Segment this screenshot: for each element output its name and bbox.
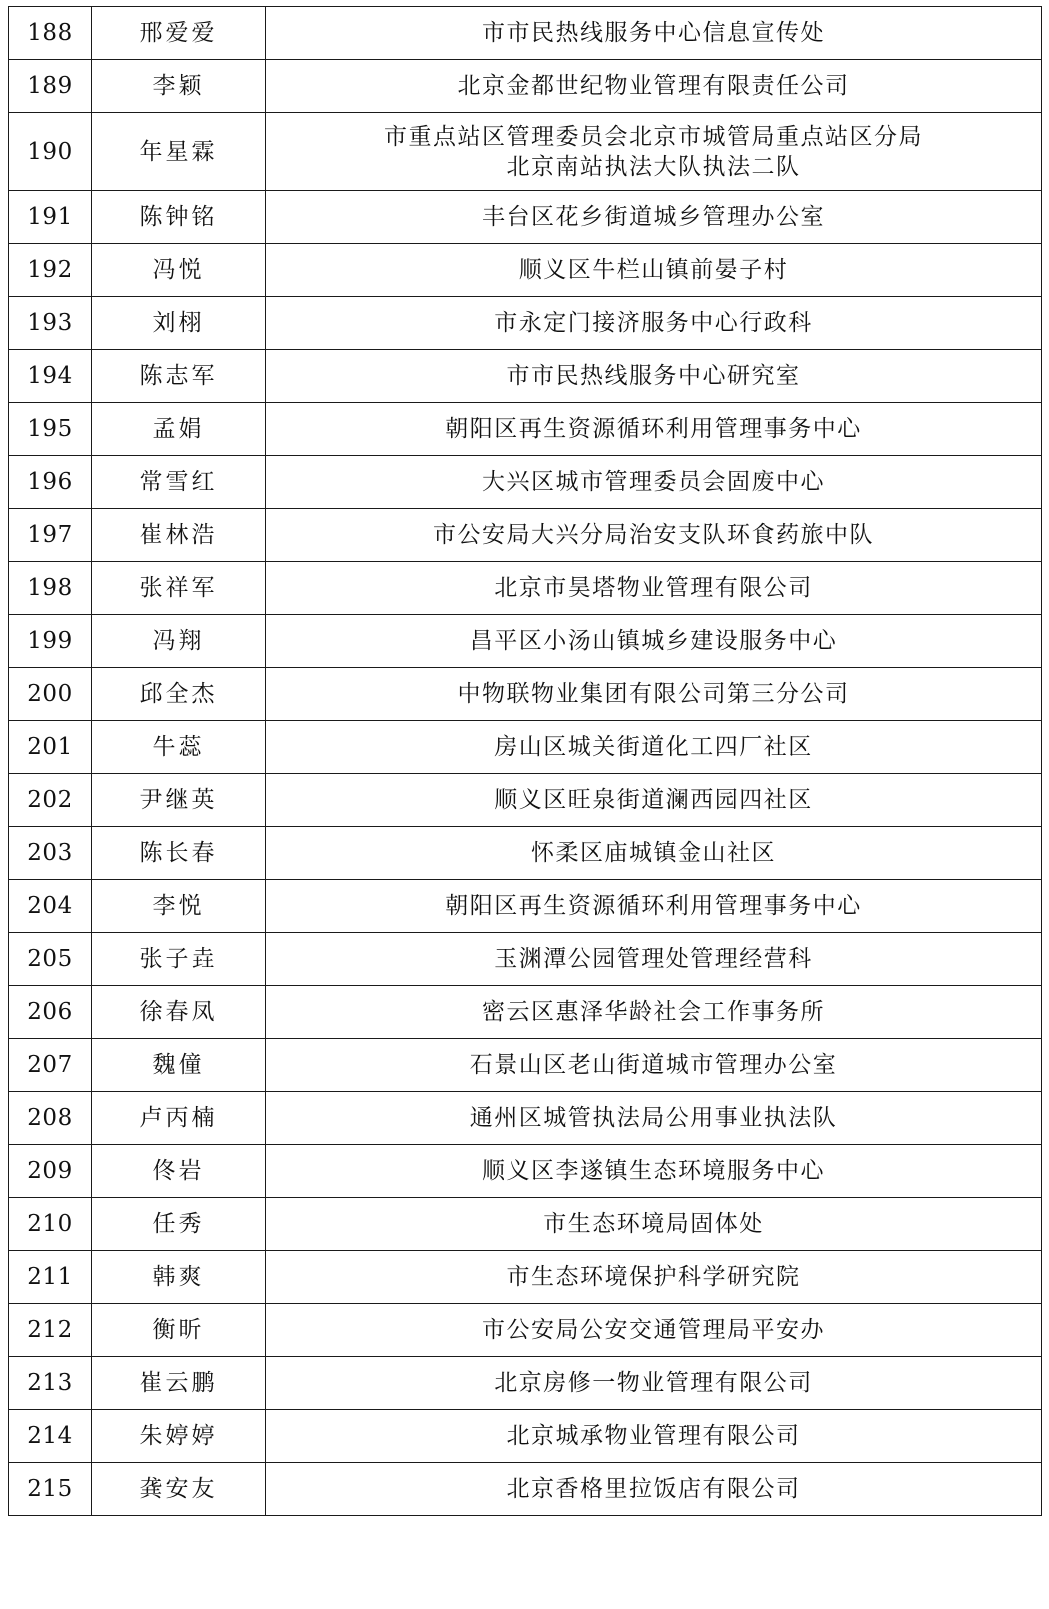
person-name: 邱全杰 (92, 668, 266, 721)
organization-line: 市公安局大兴分局治安支队环食药旅中队 (433, 522, 874, 548)
organization (266, 403, 1042, 456)
row-number: 208 (9, 1092, 92, 1145)
organization (266, 350, 1042, 403)
row-number: 189 (9, 60, 92, 113)
table-row (9, 933, 1042, 986)
row-number: 209 (9, 1145, 92, 1198)
table-row (9, 113, 1042, 191)
row-number: 212 (9, 1304, 92, 1357)
row-number: 192 (9, 244, 92, 297)
organization-line: 市生态环境保护科学研究院 (506, 1264, 801, 1290)
row-number: 215 (9, 1463, 92, 1516)
person-name: 龚安友 (92, 1463, 266, 1516)
organization (266, 244, 1042, 297)
organization (266, 60, 1042, 113)
person-name: 常雪红 (92, 456, 266, 509)
organization-line: 密云区惠泽华龄社会工作事务所 (482, 999, 825, 1025)
organization (266, 827, 1042, 880)
organization (266, 1145, 1042, 1198)
person-name: 任秀 (92, 1198, 266, 1251)
organization (266, 1039, 1042, 1092)
row-number: 197 (9, 509, 92, 562)
organization-line: 北京市昊塔物业管理有限公司 (494, 575, 813, 601)
organization (266, 7, 1042, 60)
organization-line: 市市民热线服务中心信息宣传处 (482, 20, 825, 46)
person-name: 韩爽 (92, 1251, 266, 1304)
organization-line: 北京房修一物业管理有限公司 (494, 1370, 813, 1396)
organization-line: 市公安局公安交通管理局平安办 (482, 1317, 825, 1343)
table-row (9, 1198, 1042, 1251)
person-name: 牛蕊 (92, 721, 266, 774)
row-number: 199 (9, 615, 92, 668)
table-row (9, 1304, 1042, 1357)
table-row (9, 297, 1042, 350)
organization (266, 933, 1042, 986)
person-name: 魏僮 (92, 1039, 266, 1092)
roster-table-body (9, 7, 1042, 1516)
row-number: 193 (9, 297, 92, 350)
organization-line: 市永定门接济服务中心行政科 (494, 310, 813, 336)
person-name: 徐春凤 (92, 986, 266, 1039)
organization (266, 880, 1042, 933)
row-number: 198 (9, 562, 92, 615)
table-row (9, 1145, 1042, 1198)
table-row (9, 880, 1042, 933)
organization (266, 1410, 1042, 1463)
row-number: 214 (9, 1410, 92, 1463)
organization-line: 北京城承物业管理有限公司 (506, 1423, 801, 1449)
person-name: 冯翔 (92, 615, 266, 668)
person-name: 佟岩 (92, 1145, 266, 1198)
organization-line: 顺义区旺泉街道澜西园四社区 (494, 787, 813, 813)
roster-document (8, 6, 1041, 1516)
organization-line: 顺义区牛栏山镇前晏子村 (518, 257, 789, 283)
table-row (9, 1410, 1042, 1463)
organization (266, 297, 1042, 350)
organization (266, 1463, 1042, 1516)
row-number: 206 (9, 986, 92, 1039)
person-name: 刘栩 (92, 297, 266, 350)
row-number: 205 (9, 933, 92, 986)
person-name: 李颖 (92, 60, 266, 113)
table-row (9, 456, 1042, 509)
person-name: 年星霖 (92, 113, 266, 191)
row-number: 196 (9, 456, 92, 509)
person-name: 李悦 (92, 880, 266, 933)
person-name: 朱婷婷 (92, 1410, 266, 1463)
table-row (9, 562, 1042, 615)
row-number: 191 (9, 191, 92, 244)
organization-line: 大兴区城市管理委员会固废中心 (482, 469, 825, 495)
organization (266, 191, 1042, 244)
table-row (9, 986, 1042, 1039)
table-row (9, 1357, 1042, 1410)
table-row (9, 827, 1042, 880)
organization-line: 市生态环境局固体处 (543, 1211, 764, 1237)
table-row (9, 7, 1042, 60)
person-name: 崔云鹏 (92, 1357, 266, 1410)
organization (266, 1251, 1042, 1304)
organization-line: 北京香格里拉饭店有限公司 (506, 1476, 801, 1502)
organization (266, 1198, 1042, 1251)
table-row (9, 191, 1042, 244)
person-name: 张子垚 (92, 933, 266, 986)
row-number: 213 (9, 1357, 92, 1410)
organization (266, 721, 1042, 774)
organization-line: 北京南站执法大队执法二队 (506, 153, 801, 180)
organization (266, 562, 1042, 615)
table-row (9, 403, 1042, 456)
organization-line: 玉渊潭公园管理处管理经营科 (494, 946, 813, 972)
organization (266, 1092, 1042, 1145)
person-name: 卢丙楠 (92, 1092, 266, 1145)
table-row (9, 721, 1042, 774)
row-number: 202 (9, 774, 92, 827)
row-number: 200 (9, 668, 92, 721)
table-row (9, 1463, 1042, 1516)
organization-line: 北京金都世纪物业管理有限责任公司 (457, 73, 850, 99)
organization-line: 怀柔区庙城镇金山社区 (531, 840, 776, 866)
organization (266, 774, 1042, 827)
person-name: 尹继英 (92, 774, 266, 827)
row-number: 195 (9, 403, 92, 456)
row-number: 203 (9, 827, 92, 880)
row-number: 210 (9, 1198, 92, 1251)
organization-line: 朝阳区再生资源循环利用管理事务中心 (445, 416, 862, 442)
roster-table (8, 6, 1042, 1516)
row-number: 204 (9, 880, 92, 933)
organization (266, 986, 1042, 1039)
row-number: 194 (9, 350, 92, 403)
organization-line: 房山区城关街道化工四厂社区 (494, 734, 813, 760)
table-row (9, 1251, 1042, 1304)
row-number: 211 (9, 1251, 92, 1304)
table-row (9, 774, 1042, 827)
person-name: 陈长春 (92, 827, 266, 880)
person-name: 崔林浩 (92, 509, 266, 562)
table-row (9, 1092, 1042, 1145)
person-name: 邢爱爱 (92, 7, 266, 60)
organization (266, 113, 1042, 191)
organization-line: 昌平区小汤山镇城乡建设服务中心 (469, 628, 838, 654)
organization-line: 石景山区老山街道城市管理办公室 (469, 1052, 838, 1078)
row-number: 207 (9, 1039, 92, 1092)
organization (266, 509, 1042, 562)
person-name: 孟娟 (92, 403, 266, 456)
table-row (9, 1039, 1042, 1092)
organization-line: 朝阳区再生资源循环利用管理事务中心 (445, 893, 862, 919)
organization-line: 市重点站区管理委员会北京市城管局重点站区分局 (384, 123, 923, 150)
organization (266, 1357, 1042, 1410)
row-number: 188 (9, 7, 92, 60)
organization-line: 中物联物业集团有限公司第三分公司 (457, 681, 850, 707)
organization (266, 1304, 1042, 1357)
row-number: 201 (9, 721, 92, 774)
organization-line: 顺义区李遂镇生态环境服务中心 (482, 1158, 825, 1184)
table-row (9, 350, 1042, 403)
person-name: 衡昕 (92, 1304, 266, 1357)
organization (266, 668, 1042, 721)
table-row (9, 244, 1042, 297)
organization-line: 通州区城管执法局公用事业执法队 (469, 1105, 838, 1131)
row-number: 190 (9, 113, 92, 191)
person-name: 张祥军 (92, 562, 266, 615)
table-row (9, 668, 1042, 721)
person-name: 陈钟铭 (92, 191, 266, 244)
person-name: 冯悦 (92, 244, 266, 297)
table-row (9, 60, 1042, 113)
table-row (9, 615, 1042, 668)
person-name: 陈志军 (92, 350, 266, 403)
organization (266, 615, 1042, 668)
organization (266, 456, 1042, 509)
organization-line: 丰台区花乡街道城乡管理办公室 (482, 204, 825, 230)
table-row (9, 509, 1042, 562)
organization-line: 市市民热线服务中心研究室 (506, 363, 801, 389)
